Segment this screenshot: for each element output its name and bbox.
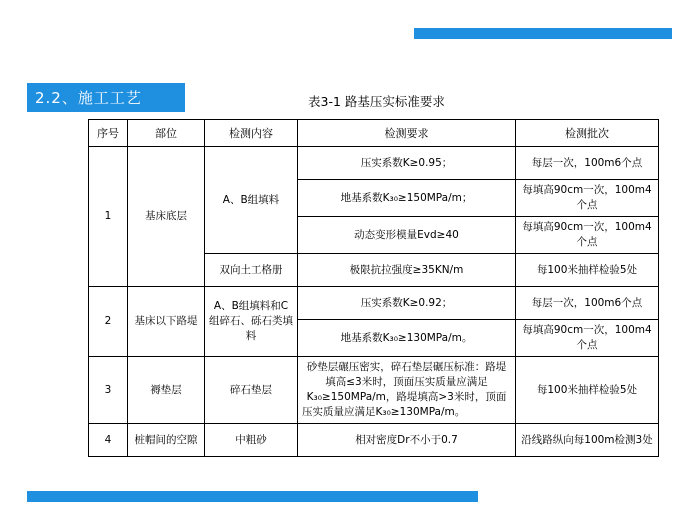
table-header-cell: 检测要求 bbox=[298, 120, 516, 147]
cell-inspection-batch: 每填高90cm一次，100m4个点 bbox=[516, 320, 659, 357]
cell-sequence: 2 bbox=[89, 287, 128, 357]
table-row bbox=[89, 287, 659, 320]
cell-inspection-batch: 每填高90cm一次，100m4个点 bbox=[516, 217, 659, 254]
cell-inspection-content: A、B组填料和C组碎石、砾石类填料 bbox=[205, 287, 298, 357]
cell-inspection-requirement: 压实系数K≥0.95； bbox=[298, 147, 516, 180]
cell-inspection-batch: 每层一次，100m6个点 bbox=[516, 147, 659, 180]
cell-inspection-content: 双向土工格册 bbox=[205, 254, 298, 287]
cell-inspection-content: A、B组填料 bbox=[205, 147, 298, 254]
bottom-accent-bar bbox=[27, 491, 478, 502]
cell-sequence: 1 bbox=[89, 147, 128, 287]
cell-part: 基床以下路堤 bbox=[128, 287, 205, 357]
table-header-row bbox=[89, 120, 659, 147]
cell-inspection-requirement: 相对密度Dr不小于0.7 bbox=[298, 424, 516, 457]
table-header-cell: 序号 bbox=[89, 120, 128, 147]
cell-part: 桩帽间的空隙 bbox=[128, 424, 205, 457]
table-header-cell: 检测内容 bbox=[205, 120, 298, 147]
cell-inspection-requirement: 压实系数K≥0.92； bbox=[298, 287, 516, 320]
cell-part: 褥垫层 bbox=[128, 357, 205, 424]
cell-sequence: 3 bbox=[89, 357, 128, 424]
section-title: 2.2、施工工艺 bbox=[35, 89, 142, 107]
table-header-cell: 检测批次 bbox=[516, 120, 659, 147]
cell-sequence: 4 bbox=[89, 424, 128, 457]
table-row bbox=[89, 357, 659, 424]
table-header-cell: 部位 bbox=[128, 120, 205, 147]
cell-inspection-content: 碎石垫层 bbox=[205, 357, 298, 424]
cell-inspection-requirement: 动态变形模量Evd≥40 bbox=[298, 217, 516, 254]
cell-inspection-batch: 每100米抽样检验5处 bbox=[516, 254, 659, 287]
top-accent-bar bbox=[414, 28, 672, 39]
table-row bbox=[89, 147, 659, 180]
cell-inspection-requirement: 地基系数K₃₀≥150MPa/m； bbox=[298, 180, 516, 217]
table-row bbox=[89, 424, 659, 457]
cell-inspection-requirement: 地基系数K₃₀≥130MPa/m。 bbox=[298, 320, 516, 357]
compaction-standard-table bbox=[88, 119, 659, 457]
cell-inspection-batch: 每层一次，100m6个点 bbox=[516, 287, 659, 320]
cell-inspection-batch: 沿线路纵向每100m检测3处 bbox=[516, 424, 659, 457]
cell-inspection-batch: 每100米抽样检验5处 bbox=[516, 357, 659, 424]
cell-inspection-requirement: 极限抗拉强度≥35KN/m bbox=[298, 254, 516, 287]
cell-inspection-content: 中粗砂 bbox=[205, 424, 298, 457]
table-caption: 表3-1 路基压实标准要求 bbox=[308, 94, 445, 109]
cell-inspection-requirement: 砂垫层碾压密实，碎石垫层碾压标准：路堤填高≤3米时，顶面压实质量应满足K₃₀≥150MPa/m，路堤填高>3米时，顶面压实质量应满足K₃₀≥130MPa/m。 bbox=[298, 357, 516, 424]
cell-inspection-batch: 每填高90cm一次，100m4个点 bbox=[516, 180, 659, 217]
cell-part: 基床底层 bbox=[128, 147, 205, 287]
